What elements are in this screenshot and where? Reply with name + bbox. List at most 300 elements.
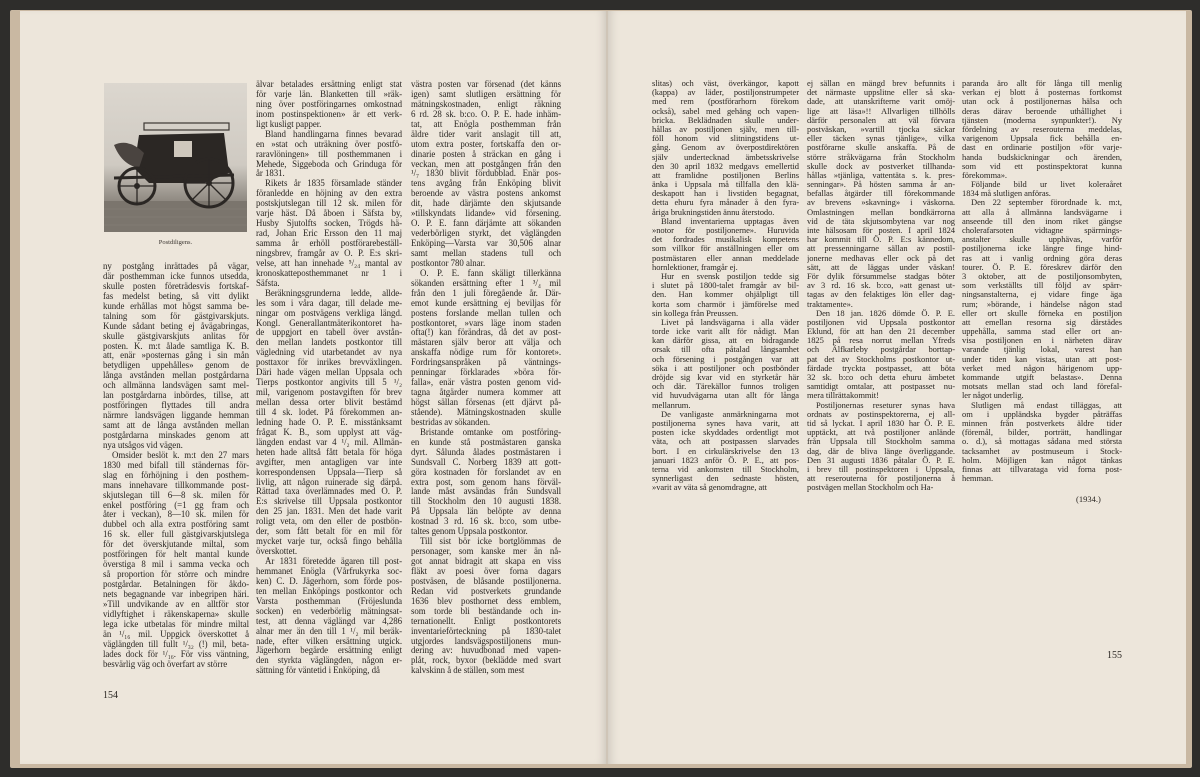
text-line: »varit av väta så genomdragne, att: [652, 483, 767, 493]
text-line: dade, att utanskrifterne varit omöj-: [807, 97, 955, 107]
text-line: dinarie posten å sträckan en gång i: [411, 149, 561, 159]
postdiligens-photo: [104, 83, 247, 232]
text-line: att, enär »posternas gång i sin mån: [103, 351, 249, 361]
text-line: mellanrum.: [652, 400, 691, 410]
text-line: bestridas av sökanden.: [411, 417, 491, 427]
text-line: under tiden kan vistas, utan att post-: [962, 354, 1122, 364]
text-line: nya utsågos vid vägen.: [103, 440, 183, 450]
text-line: längden endast var 4 ¹/₂ mil. Allmän-: [256, 437, 402, 447]
text-line: På Uppsala län belöpte av denna: [411, 507, 561, 517]
text-line: o. d.), så mottagas sådana med största: [962, 437, 1122, 447]
text-line: hemmanet Enögla (Vårfrukyrka soc-: [256, 566, 402, 576]
text-line: Redan vid postverkets grundande: [411, 586, 561, 596]
text-line: eller ort skulle förneka en postiljon: [962, 308, 1122, 318]
paragraph: [962, 198, 1122, 400]
text-line: avgifter, men antagligen var inte: [256, 457, 402, 467]
text-line: Rikets år 1835 församlade ständer: [265, 179, 402, 189]
text-line: närmre landsvägen liggande hemman: [103, 411, 249, 421]
text-line: postmästaren eller annan meddelade: [652, 253, 799, 263]
text-line: minnen från postverkets äldre tider: [962, 418, 1122, 428]
text-line: som villkor för anställningen eller om: [652, 244, 799, 254]
text-line: att reserouterna för postiljonerna å: [807, 474, 955, 484]
text-line: raravlöningen» till posthemmanen i: [256, 149, 402, 159]
text-line: postväskan, »vartill tjocka säckar: [807, 124, 955, 134]
text-line: Kunde sådant beting ej åvägabringas,: [103, 321, 249, 331]
text-line: alnar mer än den till 1 ¹/₂ mil beräk-: [256, 626, 402, 636]
text-line: postkontor 780 alnar.: [411, 258, 486, 268]
paragraph: [103, 262, 249, 451]
text-line: Rättad taxa överlämnades med Ö. P.: [256, 487, 402, 497]
text-line: skjutslegan till 6—8 sk. milen för: [103, 490, 249, 500]
text-line: västra posten var försenad (det känns: [411, 80, 561, 89]
text-line: varigenom Uppsala fick behålla en-: [962, 134, 1122, 144]
text-line: Bristande omtanke om postföring-: [420, 427, 561, 437]
text-line: deskapott han i livstiden begagnat,: [652, 189, 799, 199]
text-line: nade, efter vilken ersättning utgick.: [256, 636, 402, 646]
paragraph: [962, 180, 1122, 198]
text-line: att emellan resorna sig därstädes: [962, 317, 1122, 327]
text-line: senningar». På hösten samma år an-: [807, 180, 955, 190]
text-line: kommande utgift belastas». Denna: [962, 373, 1122, 382]
paragraph: [652, 272, 799, 318]
text-line: Bland inventarierna upptagas även: [661, 216, 799, 226]
text-line: 1636 blev posthornet dess emblem,: [411, 596, 561, 606]
text-line: 32 sk. b:co och detta ehuru ämbetet: [807, 373, 955, 382]
text-line: Livet på landsvägarna i alla väder: [661, 317, 799, 327]
text-line: taltes genom Uppsala postkontor.: [411, 527, 528, 537]
text-line: holm. Möjligen kan något tänkas: [962, 455, 1122, 465]
text-line: Postiljonernas reseturer synas hava: [816, 400, 955, 410]
text-line: dubbel och alla extra postföring samt: [103, 520, 249, 530]
text-line: själv undertecknad ämbetsskrivelse: [652, 152, 799, 162]
paragraph: [807, 401, 955, 493]
text-line: och där. Tärekällor funnos troligen: [652, 382, 799, 392]
text-line: postföringen för helt mantal kunde: [103, 550, 249, 560]
text-line: Beräkningsgrunderna ledde, allde-: [265, 288, 402, 298]
text-line: mätningskostnaden, enligt räkning: [411, 99, 561, 109]
text-line: befallas åtgärder till förekommande: [807, 189, 955, 199]
text-line: ny postgång inrättades på vägar,: [103, 262, 249, 271]
text-line: år 1831.: [256, 169, 285, 179]
text-line: ten mellan Enköpings postkontor och: [256, 586, 402, 596]
text-line: utom extra poster, fortskaffa den or-: [411, 139, 561, 149]
text-line: samma år erhöll postförarebeställ-: [256, 239, 402, 248]
text-line: extra post, som genom hans förväl-: [411, 477, 561, 487]
text-line: från Uppsala till Stockholm samma: [807, 437, 955, 447]
text-line: Den 18 jan. 1826 dömde Ö. P. E.: [816, 308, 955, 318]
text-line: beroende av västra postens ankomst: [411, 189, 561, 199]
text-line: postkontoret, »vars läge inom staden: [411, 318, 561, 328]
text-line: korta som charmör i jämförelse med: [652, 299, 799, 309]
text-line: en »stat och uträkning över postfö-: [256, 139, 402, 149]
paragraph: [962, 79, 1122, 180]
text-line: jonerne medhavas eller ock på det: [807, 253, 955, 263]
text-line: än ¹/₁₆ mil. Uppgick överskottet å: [103, 629, 249, 639]
paragraph: [807, 309, 955, 401]
text-line: veckan, men att postgången från den: [411, 159, 561, 169]
text-line: Mehede, Siggeboda och Grinduga för: [256, 159, 402, 169]
text-line: bort. I en cirkulärskrivelse den 13: [652, 446, 799, 456]
text-line: 1834 må slutligen anföras.: [962, 189, 1051, 199]
text-line: De vanligaste anmärkningarna mot: [661, 409, 799, 419]
text-line: för det överskjutande miltal, som: [103, 540, 249, 550]
text-line: vederbörligen styrkt, det väglängden: [411, 229, 561, 239]
paragraph: [256, 130, 402, 180]
text-line: 1830 med bifall till ständernas för-: [103, 460, 249, 470]
text-line: och allmänna landsvägen samt mel-: [103, 381, 249, 391]
text-line: gång. Genom av överpostdirektören: [652, 143, 799, 153]
text-line: ligt kusligt papper.: [256, 119, 322, 129]
text-line: tagas av den felaktiges lön eller dag-: [807, 290, 955, 300]
text-line: från den 1 juli föregående år. Där-: [411, 288, 561, 298]
paragraph: [652, 318, 799, 410]
paragraph: [256, 289, 402, 557]
text-line: ningar om postvägens verkliga längd.: [256, 308, 402, 318]
text-line: väglängden till fullt ¹/₃₂ (!) mil, beta-: [103, 639, 249, 649]
text-line: inom postinspektionen» är ett verk-: [256, 109, 402, 119]
text-line: slitas) och väst, överkängor, kapott: [652, 79, 799, 88]
text-line: Husby Sjutolfts socken, Trögds hä-: [256, 219, 402, 229]
text-line: velse, att han innehade ⁵/₂₄ mantal av: [256, 258, 402, 268]
text-line: handa budskickningar och ärenden,: [962, 152, 1122, 162]
text-line: den 30 april 1832 medgavs emellertid: [652, 161, 799, 171]
paragraph: [652, 217, 799, 272]
text-line: pat det av Stockholms postkontor ut-: [807, 354, 955, 364]
text-line: det närmaste uppslitne eller så ska-: [807, 88, 955, 98]
text-line: dast en ordinarie postiljon »för varje-: [962, 143, 1122, 153]
text-line: fördelning av reserouterna meddelas,: [962, 124, 1122, 134]
text-line: (kappa) av läder, postiljonstrumpeter: [652, 88, 799, 98]
text-line: hemman.: [962, 474, 994, 484]
text-line: därför personalen att väl förvara: [807, 115, 955, 125]
text-line: lige att läsa»!! Allvarligen tillhölls: [807, 106, 955, 116]
text-line: detta ehuru fyra månader å den fyra-: [652, 198, 799, 208]
text-line: postens forslande mellan tullen och: [411, 308, 561, 318]
text-line: skulle posten företrädesvis fortskaf-: [103, 281, 249, 291]
paragraph: [411, 80, 561, 269]
text-line: Följande bild ur livet koleraåret: [971, 180, 1122, 190]
text-line: dröjde sig kvar vid en styrketår här: [652, 373, 799, 382]
text-line: »tillskyndats lidande» vid försening.: [411, 209, 561, 219]
text-line: ordnats av postinspektorerna, ej all-: [807, 409, 955, 419]
text-line: betydligen uppehålles» genom de: [103, 361, 249, 371]
text-line: postföringen flyttades till andra: [103, 401, 249, 411]
text-line: den mellan landets postkontor till: [256, 338, 402, 348]
text-line: 1825 på resa norrut mellan Yfreds: [807, 336, 955, 346]
text-line: ler något underlig.: [962, 391, 1024, 401]
book-spine: [606, 11, 608, 764]
text-line: väta, och att postpassen slarvades: [652, 437, 799, 447]
text-line: färdade tryckta postpasset, att böta: [807, 363, 955, 373]
text-line: ningsanstalterna, ej vidare finge äga: [962, 290, 1122, 300]
left-page-column-2: [256, 80, 402, 676]
text-line: Tierps postkontor angivits till 5 ¹/₂: [256, 378, 402, 388]
text-line: postvägen mellan Stockholm och Ha-: [807, 483, 934, 493]
text-line: postiljonen vid Uppsala postkontor: [807, 317, 955, 327]
text-line: tens avgång från Enköping blivit: [411, 179, 561, 189]
text-line: plåt, rock, byxor (beklädde med svart: [411, 656, 561, 666]
text-line: äldre tider varit anslagit till att,: [411, 129, 561, 139]
text-line: sin kollega från Preussen.: [652, 308, 739, 318]
text-line: Varsta posthemman (Fröjeslunda: [256, 596, 402, 606]
text-line: göra kostnaden för forslandet av en: [411, 467, 561, 477]
text-line: Ö. P. E. fann därjämte att sökanden: [411, 219, 561, 229]
text-line: till 4 sk. lodet. På förekommen an-: [256, 407, 402, 417]
page-number-left: 154: [103, 690, 118, 701]
text-line: tid så lyckat. I april 1830 har Ö. P. E.: [807, 418, 955, 428]
text-line: kalvskinn å de ställen, som mest: [411, 666, 525, 676]
text-line: av 3 rd. 16 sk. b:co, »att genast ut-: [807, 281, 955, 291]
text-line: i brev till postinspektoren i Uppsala,: [807, 464, 955, 474]
text-line: ras att i vanlig ordning göra deras: [962, 253, 1122, 263]
stagecoach-illustration: [104, 83, 247, 232]
text-line: terna vid ankomsten till Stockholm,: [652, 464, 799, 474]
text-line: Sundsvall C. Norberg 1839 att gott-: [411, 457, 561, 467]
text-line: dag, där de bliva länge överliggande.: [807, 446, 955, 456]
text-line: frågat K. B., som upplyst att väg-: [256, 427, 402, 437]
text-line: att alla å allmänna landsvägarne i: [962, 207, 1122, 217]
text-line: Bland handlingarna finnes bevarad: [265, 129, 402, 139]
text-line: heten hade alltså fått betala för höga: [256, 447, 402, 457]
text-line: dit, hade därjämte den skjutsande: [411, 199, 561, 209]
text-line: verket med någon härigenom upp-: [962, 363, 1122, 373]
text-line: posten. K. m:t ålade samtliga K. B.: [103, 341, 249, 351]
text-line: kunde erhållas mot högst samma be-: [103, 301, 249, 311]
paragraph: [256, 557, 402, 676]
text-line: förekomma».: [962, 170, 1008, 180]
text-line: den styrkta väglängden, någon er-: [256, 656, 402, 666]
text-line: de uppgjort en tabell över avstån-: [256, 328, 402, 338]
paragraph: [411, 428, 561, 537]
text-line: mycket varje tur, också fingo behålla: [256, 537, 402, 547]
text-line: roligt veta, om den eller de postbön-: [256, 517, 402, 527]
text-line: 3 oktober, att de postiljonsombyten,: [962, 271, 1122, 281]
text-line: den. Han kommer ohjälpligt till: [652, 290, 799, 300]
right-page-column-3: [962, 79, 1122, 483]
text-line: cholerafarsoten vidtagne spärrnings-: [962, 226, 1122, 235]
text-line: älvar betalades ersättning enligt stat: [256, 80, 402, 89]
left-page-column-1: [103, 262, 249, 669]
text-line: hållas »tjänliga, vattentäta s. k. pres-: [807, 170, 955, 180]
text-line: korrespondensen Uppsala—Tierp så: [256, 467, 402, 477]
text-line: enkel postföring (=1 gg fram och: [103, 500, 249, 510]
text-line: verkan ej blott å posternas fortkomst: [962, 88, 1122, 98]
text-line: penningar förklarades »böra för-: [411, 368, 561, 378]
text-line: posten icke skyddades ordentligt mot: [652, 428, 799, 438]
text-line: dering av: huvudbonad med vapen-: [411, 646, 561, 656]
text-line: åter i veckan), 8—10 sk. milen för: [103, 510, 249, 520]
text-line: finnas att tillvarataga vid forna post-: [962, 464, 1122, 474]
text-line: livlig, att någon ruinerade sig därpå.: [256, 477, 402, 487]
text-line: lades dock för ¹/₁₆. För viss väntning,: [103, 649, 249, 659]
text-line: Omsider beslöt k. m:t den 27 mars: [112, 450, 249, 460]
text-line: Ö. P. E. fann skäligt tillerkänna: [420, 268, 561, 278]
text-line: mans innehavare tillkommande post-: [103, 480, 249, 490]
text-line: igen) samt slutligen ersättning för: [411, 89, 561, 99]
text-line: upptäckt, att två postiljoner anlände: [807, 428, 955, 438]
text-line: (föremål, bilder, porträtt, handlingar: [962, 428, 1122, 438]
paragraph: [652, 79, 799, 217]
text-line: utgjordes landsvägspostiljonens mun-: [411, 636, 561, 646]
text-line: som vid ett postinspektorat kunna: [962, 161, 1122, 171]
text-line: torde icke varit allt för nådigt. Man: [652, 327, 799, 337]
text-line: hornlektioner, framgår ej.: [652, 262, 738, 272]
text-line: motsats mellan stad och land förefal-: [962, 382, 1122, 392]
text-line: ken) C. D. Jägerhorn, som förde pos-: [256, 576, 402, 586]
text-line: vid huvudvägarna utan allt för långa: [652, 391, 799, 401]
text-line: dyrt. Sålunda ålades postmästaren i: [411, 447, 561, 457]
text-line: utan ock å postiljonernas hälsa och: [962, 97, 1122, 107]
text-line: talning som för gästgivarskjuts.: [103, 311, 249, 321]
text-line: vidlyftighet i räkenskaperna» skulle: [103, 609, 249, 619]
text-line: postgårdar. Betalningen för åkdo-: [103, 580, 249, 589]
text-line: stående). Mätningskostnaden skulle: [411, 407, 561, 417]
text-line: lande måst avsändas från Sundsvall: [411, 487, 561, 497]
text-line: fläkt av poesi över forna dagars: [411, 566, 561, 576]
text-line: kan därför gissa, att en bidragande: [652, 336, 799, 346]
text-line: inte hälsosam för posten. I april 1824: [807, 226, 955, 235]
text-line: rum; »börande, i händelse någon stad: [962, 299, 1122, 309]
text-line: skulle gästgivarskjuts anlitas för: [103, 331, 249, 341]
text-line: att framlidne postiljonen Berlins: [652, 170, 799, 180]
text-line: tjänsten (moderna synpunkter!). Ny: [962, 115, 1122, 125]
text-line: ofta(!) kan förändras, då det av post-: [411, 328, 561, 338]
text-line: Kongl. Generallantmäterikontoret ha-: [256, 318, 402, 328]
text-line: sättning för väntetid i Enköping, då: [256, 666, 380, 676]
text-line: samt att de långa avstånden mellan: [103, 421, 249, 430]
text-line: Slutligen må endast tilläggas, att: [971, 400, 1122, 410]
text-line: synnerligast den sednaste hösten,: [652, 474, 799, 484]
text-line: rad, Johan Eric Ersson den 11 maj: [256, 229, 402, 239]
text-line: postiljonerna icke längre finge hind-: [962, 244, 1122, 254]
text-line: kronoskatteposthemmanet nr 1 i: [256, 268, 402, 278]
text-line: större stråkvägarna från Stockholm: [807, 152, 955, 162]
text-line: en kunde stå postmästaren ganska: [411, 437, 561, 447]
text-line: samt mellan stadens tull och: [411, 248, 561, 258]
text-line: så proportion för större och mindre: [103, 570, 249, 580]
text-line: der, som fått betalt för en mil för: [256, 527, 402, 537]
text-line: postskjutslegan till 12 sk. milen för: [256, 199, 402, 209]
text-line: postiljonerna synes hava varit, att: [652, 418, 799, 428]
text-line: att pressenningarne sällan av postil-: [807, 244, 955, 254]
text-line: Eklund, för att han den 21 december: [807, 327, 955, 337]
text-line: sökanden ersättning efter 1 ³/₄ mil: [411, 278, 561, 288]
text-line: inventarieförteckning på 1830-talet: [411, 626, 561, 636]
date-note: (1934.): [1076, 494, 1101, 504]
text-line: samtidigt omtalar, att postpasset nu-: [807, 382, 955, 392]
text-line: ningsbrev, framgår av Ö. P. E:s skri-: [256, 248, 402, 258]
text-line: som verkställts till följd av spärr-: [962, 281, 1122, 291]
text-line: mästaren själv beror att välja och: [411, 338, 561, 348]
text-line: ¹/₇ 1830 blivit fördubblad. Enär pos-: [411, 169, 561, 179]
text-line: anseende till den inom riket gängse: [962, 216, 1122, 226]
text-line: hållas av postiljonen själv, men till-: [652, 124, 799, 134]
text-line: och försening i postgången var att: [652, 354, 799, 364]
text-line: emot kunde ersättning ej beviljas för: [411, 298, 561, 308]
text-line: änka i Uppsala må tillfalla den klä-: [652, 180, 799, 190]
text-line: där posthemman icke funnos utsedda,: [103, 271, 249, 281]
text-line: Till sist bör icke bortglömmas de: [420, 537, 561, 547]
text-line: traktamente».: [807, 299, 853, 309]
paragraph: [411, 537, 561, 676]
text-line: postgårdarna minskades genom att: [103, 430, 249, 440]
text-line: långa avstånden mellan postgårdarna: [103, 371, 249, 381]
text-line: vid de täta skjutsombytena var nog: [807, 216, 955, 226]
text-line: också), sabel med gehäng och vapen-: [652, 106, 799, 116]
text-line: orsak till ofta påtalad långsamhet: [652, 345, 799, 355]
text-line: tacksamhet av postmuseum i Stock-: [962, 446, 1122, 456]
text-line: Jägerhorn begärde ersättning enligt: [256, 646, 402, 656]
text-line: för varje län. Blanketten till »räk-: [256, 89, 402, 99]
text-line: 6 rd. 28 sk. b:co. Ö. P. E. hade inhäm-: [411, 109, 561, 119]
text-line: personager, som kanske mer än nå-: [411, 547, 561, 557]
text-line: nets begagnande var inbegripen häri.: [103, 589, 249, 599]
text-line: lan postgårdarna inbördes, tillse, att: [103, 391, 249, 401]
left-page-column-3: [411, 80, 561, 676]
right-page-column-1: [652, 79, 799, 492]
page-number-right: 155: [1107, 650, 1122, 661]
text-line: tat, att Enögla posthemman från: [411, 119, 561, 129]
text-line: visa postiljonen en i närheten därav: [962, 336, 1122, 346]
text-line: Hur en svensk postiljon tedde sig: [661, 271, 799, 281]
text-line: det fordrades musikalisk kompetens: [652, 235, 799, 245]
paragraph: [256, 179, 402, 288]
text-line: tagna åtgärder numera kommer att: [411, 388, 561, 398]
paragraph: [256, 80, 402, 130]
text-line: den 25 jan. 1831. Men det hade varit: [256, 507, 402, 517]
text-line: skulle dock av postverket tillhanda-: [807, 161, 955, 171]
text-line: »notor för postiljonerne». Huruvida: [652, 226, 799, 235]
text-line: postförarne skulle anskaffa. På de: [807, 143, 955, 153]
text-line: Däri hade vägen mellan Uppsala och: [256, 368, 402, 378]
text-line: År 1831 företedde ägaren till post-: [265, 557, 402, 566]
text-line: test, att denna väglängd var 4,286: [256, 616, 402, 626]
text-line: vägledning vid utarbetandet av nya: [256, 348, 402, 358]
paragraph: [411, 269, 561, 428]
paragraph: [652, 410, 799, 493]
text-line: För dylik försummelse stadgas böter: [807, 271, 955, 281]
text-line: av brevens »skavning» i väskorna.: [807, 198, 955, 208]
text-line: falla», enär västra posten genom vid-: [411, 378, 561, 388]
text-line: som torde bli beständande och in-: [411, 606, 561, 616]
text-line: högst sällan försenas (ett djärvt på-: [411, 398, 561, 407]
text-line: slag en förhöjning i den posthem-: [103, 470, 249, 480]
text-line: eller täcken synas tjänlige», vilka: [807, 134, 955, 144]
text-line: åriga brukningstiden ännu återstodo.: [652, 207, 775, 217]
text-line: kostnad 3 rd. 16 sk. b:co, som utbe-: [411, 517, 561, 527]
text-line: uppehålla, samma stad eller ort an-: [962, 327, 1122, 337]
text-line: Den 31 augusti 1836 påtalar Ö. P. E.: [807, 455, 955, 465]
text-line: fas medelst beting, så vitt dylikt: [103, 291, 249, 301]
text-line: varje häst. Då åboen i Säfsta by,: [256, 209, 402, 219]
text-line: sätt, att de läggas under väskan!: [807, 262, 955, 272]
text-line: deras därav beroende uthållighet i: [962, 106, 1122, 116]
text-line: got annat bidragit att skapa en viss: [411, 557, 561, 566]
text-line: till Stockholm den 10 augusti 1838.: [411, 497, 561, 507]
text-line: föll honom vid slitningstidens ut-: [652, 134, 799, 144]
text-line: anskaffa nödige rum för kontoret».: [411, 348, 561, 358]
text-line: överstiga 8 mil i samma vecka och: [103, 560, 249, 570]
text-line: mil, varigenom postavgiften för brev: [256, 388, 402, 398]
text-line: söka i att postiljoner och postbönder: [652, 363, 799, 373]
text-line: mera tillrättakommit!: [807, 391, 879, 401]
text-line: posttaxor för inrikes brevväxlingen.: [256, 358, 402, 368]
paragraph: [962, 401, 1122, 484]
text-line: mellan dessa orter blivit bestämd: [256, 398, 402, 407]
text-line: med rem (postförarhorn förekom: [652, 97, 799, 107]
text-line: ledning hade Ö. P. E. misstänksamt: [256, 417, 402, 427]
text-line: E:s skrivelse till Uppsala postkontor: [256, 497, 402, 507]
